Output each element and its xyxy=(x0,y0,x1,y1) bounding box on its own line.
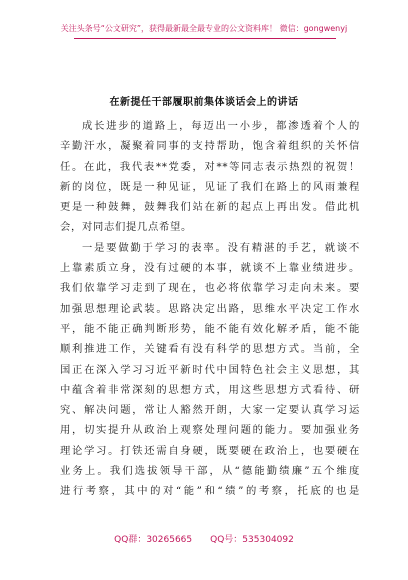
body-line: 进行考察，其中的对“能”和“绩”的考察，托底的也是 xyxy=(60,485,360,498)
body-line: 会，对同志们提几点希望。 xyxy=(60,221,192,234)
header-divider xyxy=(74,38,336,39)
body-line: 平，能不能正确判断形势，能不能有效化解矛盾，能不能 xyxy=(60,322,360,335)
qq-number-text: QQ号：535304092 xyxy=(210,535,294,545)
body-line: 辛勤汗水，凝聚着同事的支持帮助，饱含着组织的关怀信 xyxy=(60,140,360,153)
body-line: 用，切实提升从政治上观察处理问题的能力。要加强业务 xyxy=(60,424,360,437)
body-line: 业务上。我们选拔领导干部，从“德能勤绩廉”五个维度 xyxy=(60,465,360,478)
qq-group-text: QQ群：30265665 xyxy=(114,535,193,545)
page-header: 关注头条号“公文研究”，获得最新最全最专业的公文资料库！ 微信：gongwenyj xyxy=(60,24,348,33)
body-line: 加强思想理论武装。思路决定出路，思维水平决定工作水 xyxy=(60,302,360,315)
body-line: 一是要做勤于学习的表率。没有精湛的手艺，就谈不 xyxy=(82,241,360,254)
body-line: 究、解决问题，常让人豁然开朗，大家一定要认真学习运 xyxy=(60,404,360,417)
body-line: 新的岗位，既是一种见证，见证了我们在路上的风雨兼程 xyxy=(60,180,360,193)
body-line: 上靠素质立身，没有过硬的本事，就谈不上靠业绩进步。 xyxy=(60,262,360,275)
body-line: 任。在此，我代表**党委，对**等同志表示热烈的祝贺！ xyxy=(60,160,360,173)
body-line: 国正在深入学习习近平新时代中国特色社会主义思想，其 xyxy=(60,363,360,376)
page-footer xyxy=(0,535,408,546)
body-line: 中蕴含着非常深刻的思想方式，用这些思想方式看待、研 xyxy=(60,383,360,396)
body-line: 我们依靠学习走到了现在，也必将依靠学习走向未来。要 xyxy=(60,282,360,295)
body-line: 成长进步的道路上，每迈出一小步，都渗透着个人的 xyxy=(82,120,360,132)
document-body xyxy=(60,116,360,502)
document-title: 在新提任干部履职前集体谈话会上的讲话 xyxy=(109,97,299,108)
body-line: 更是一种鼓舞，鼓舞我们站在新的起点上再出发。借此机 xyxy=(60,201,360,214)
body-line: 顺利推进工作，关键看有没有科学的思想方式。当前，全 xyxy=(60,343,360,356)
body-line: 理论学习。打铁还需自身硬，既要硬在政治上，也要硬在 xyxy=(60,444,360,457)
